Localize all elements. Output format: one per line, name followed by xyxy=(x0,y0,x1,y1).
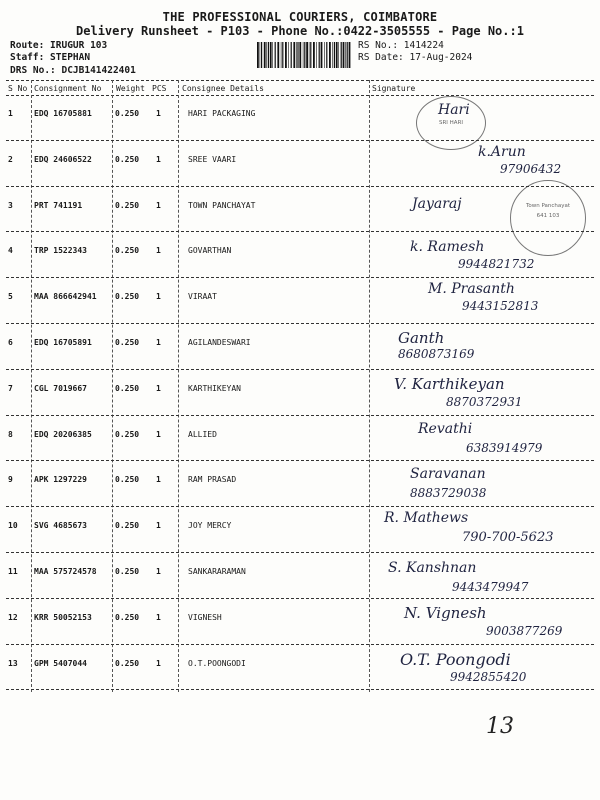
runsheet-subtitle: Delivery Runsheet - P103 - Phone No.:0422-3505555 - Page No.:1 xyxy=(76,24,524,38)
row-weight: 0.250 xyxy=(115,338,140,347)
barcode-bar xyxy=(341,42,342,68)
row-consignment: EDQ 16705891 xyxy=(34,338,92,347)
row-signature: M. Prasanth xyxy=(428,281,515,298)
row-separator xyxy=(6,598,594,599)
row-weight: 0.250 xyxy=(115,612,140,622)
row-signature-phone: 9443479947 xyxy=(452,580,529,594)
row-sno: 6 xyxy=(8,338,13,347)
barcode-bar xyxy=(313,42,315,68)
row-consignee: VIGNESH xyxy=(188,612,222,622)
row-separator xyxy=(6,460,594,461)
row-weight: 0.250 xyxy=(115,292,140,302)
barcode-bar xyxy=(297,42,298,68)
barcode-bar xyxy=(329,42,331,68)
barcode-bar xyxy=(270,42,272,68)
barcode-bar xyxy=(306,42,308,68)
row-sno: 10 xyxy=(8,521,18,531)
row-consignee: VIRAAT xyxy=(188,292,217,302)
row-weight: 0.250 xyxy=(115,154,140,164)
barcode-bar xyxy=(319,42,320,68)
row-sno: 7 xyxy=(8,383,13,393)
row-consignment: MAA 866642941 xyxy=(34,292,97,302)
row-separator xyxy=(6,415,594,416)
row-signature: R. Mathews xyxy=(384,510,469,527)
col-header-consignee: Consignee Details xyxy=(182,84,264,93)
table-row xyxy=(6,96,594,141)
row-sno: 1 xyxy=(8,109,13,118)
row-signature-phone: 97906432 xyxy=(500,161,562,176)
row-signature: S. Kanshnan xyxy=(388,560,477,576)
barcode-image xyxy=(256,42,352,68)
row-pcs: 1 xyxy=(156,200,161,210)
row-pcs: 1 xyxy=(156,429,161,439)
table-row xyxy=(6,142,594,187)
barcode-bar xyxy=(326,42,327,68)
row-pcs: 1 xyxy=(156,475,161,485)
table-row xyxy=(6,325,594,370)
barcode-bar xyxy=(338,42,339,68)
row-signature-phone: 8883729038 xyxy=(410,486,487,501)
row-consignment: EDQ 16705881 xyxy=(34,109,92,118)
barcode-bar xyxy=(285,42,287,68)
table-row xyxy=(6,462,594,507)
row-signature-phone: 9003877269 xyxy=(486,623,563,638)
table-row xyxy=(6,600,594,645)
row-sno: 8 xyxy=(8,429,13,439)
barcode-bar xyxy=(336,42,338,68)
rs-number: RS No.: 1414224 xyxy=(358,40,444,51)
document-title: THE PROFESSIONAL COURIERS, COIMBATORE xyxy=(162,10,438,24)
row-sno: 12 xyxy=(8,612,18,622)
row-consignee: AGILANDESWARI xyxy=(188,338,251,347)
row-signature: k.Arun xyxy=(478,143,526,160)
barcode-bar xyxy=(296,42,297,68)
handwritten-page-count: 13 xyxy=(486,714,514,739)
barcode-bar xyxy=(272,42,273,68)
row-signature-phone: 6383914979 xyxy=(466,440,543,455)
row-signature: Revathi xyxy=(418,420,473,437)
row-separator xyxy=(6,277,594,278)
row-consignment: EDQ 20206385 xyxy=(34,429,92,439)
table-row xyxy=(6,233,594,278)
row-separator xyxy=(6,369,594,370)
row-signature: Jayaraj xyxy=(412,195,462,212)
row-consignment: GPM 5407044 xyxy=(34,658,87,668)
row-consignee: HARI PACKAGING xyxy=(188,109,256,118)
row-consignment: CGL 7019667 xyxy=(34,383,87,393)
row-signature-phone: 9443152813 xyxy=(462,299,539,314)
row-consignment: KRR 50052153 xyxy=(34,612,92,622)
barcode-bar xyxy=(349,42,351,68)
row-signature: Hari xyxy=(438,102,470,118)
barcode-bar xyxy=(316,42,317,68)
row-separator xyxy=(6,506,594,507)
row-sno: 3 xyxy=(8,200,13,210)
barcode-bar xyxy=(277,42,279,68)
rs-date: RS Date: 17-Aug-2024 xyxy=(358,52,473,63)
row-pcs: 1 xyxy=(156,154,161,164)
barcode-bar xyxy=(299,42,301,68)
row-sno: 2 xyxy=(8,154,13,164)
row-signature-phone: 790-700-5623 xyxy=(462,530,554,546)
col-header-weight: Weight xyxy=(116,84,145,93)
barcode-bar xyxy=(343,42,345,68)
barcode-bar xyxy=(334,42,335,68)
barcode-bar xyxy=(309,42,310,68)
col-header-sno: S No xyxy=(8,84,28,93)
row-consignee: JOY MERCY xyxy=(188,521,232,531)
staff-label: Staff: STEPHAN xyxy=(10,52,91,63)
barcode-bar xyxy=(275,42,276,68)
drs-number: DRS No.: DCJB141422401 xyxy=(10,65,136,76)
barcode-bar xyxy=(332,42,333,68)
row-weight: 0.250 xyxy=(115,475,140,485)
panchayat-stamp-seal xyxy=(510,180,586,256)
row-weight: 0.250 xyxy=(115,429,140,439)
row-signature: O.T. Poongodi xyxy=(400,649,511,669)
barcode-bar xyxy=(321,42,323,68)
barcode-bar xyxy=(264,42,266,68)
row-sno: 13 xyxy=(8,658,18,668)
row-consignee: SANKARARAMAN xyxy=(188,567,246,576)
shop-stamp-seal: SRI HARI xyxy=(416,96,486,150)
row-sno: 9 xyxy=(8,475,13,485)
barcode-bar xyxy=(257,42,259,68)
row-weight: 0.250 xyxy=(115,109,140,118)
row-pcs: 1 xyxy=(156,658,161,668)
table-row xyxy=(6,508,594,553)
row-pcs: 1 xyxy=(156,292,161,302)
row-sno: 11 xyxy=(8,567,18,576)
row-weight: 0.250 xyxy=(115,383,140,393)
barcode-bar xyxy=(268,42,269,68)
barcode-bar xyxy=(324,42,325,68)
row-signature: Saravanan xyxy=(410,466,486,483)
row-signature-phone: 9942855420 xyxy=(450,669,527,684)
row-signature-phone: 8680873169 xyxy=(398,347,475,361)
row-weight: 0.250 xyxy=(115,521,140,531)
row-sno: 5 xyxy=(8,292,13,302)
barcode-bar xyxy=(347,42,348,68)
panchayat-stamp-line2: 641 103 xyxy=(536,213,560,219)
row-pcs: 1 xyxy=(156,109,161,118)
row-consignee: SREE VAARI xyxy=(188,154,237,164)
row-weight: 0.250 xyxy=(115,658,140,668)
row-separator xyxy=(6,140,594,141)
row-separator xyxy=(6,644,594,645)
row-weight: 0.250 xyxy=(115,567,140,576)
row-separator xyxy=(6,552,594,553)
row-consignment: MAA 575724578 xyxy=(34,567,97,576)
barcode-bar xyxy=(288,42,289,68)
row-signature: N. Vignesh xyxy=(404,603,487,622)
row-consignment: EDQ 24606522 xyxy=(34,154,92,164)
row-weight: 0.250 xyxy=(115,246,140,256)
table-top-rule xyxy=(6,80,594,81)
row-consignee: ALLIED xyxy=(188,429,217,439)
barcode-bar xyxy=(281,42,282,68)
row-weight: 0.250 xyxy=(115,200,140,210)
route-label: Route: IRUGUR 103 xyxy=(10,40,108,51)
row-consignee: GOVARTHAN xyxy=(188,246,232,256)
row-signature-phone: 9944821732 xyxy=(458,257,535,272)
barcode-bar xyxy=(304,42,305,68)
row-separator xyxy=(6,323,594,324)
table-row xyxy=(6,371,594,416)
row-sno: 4 xyxy=(8,246,13,256)
barcode-bar xyxy=(291,42,292,68)
row-signature: Ganth xyxy=(398,329,445,347)
row-signature: V. Karthikeyan xyxy=(394,374,505,393)
barcode-bar xyxy=(260,42,261,68)
row-pcs: 1 xyxy=(156,246,161,256)
row-pcs: 1 xyxy=(156,383,161,393)
row-consignment: SVG 4685673 xyxy=(34,521,87,531)
barcode-bar xyxy=(261,42,262,68)
row-consignment: TRP 1522343 xyxy=(34,246,87,256)
table-row xyxy=(6,279,594,324)
panchayat-stamp-line1: Town Panchayat xyxy=(525,203,571,209)
row-pcs: 1 xyxy=(156,521,161,531)
barcode-bar xyxy=(266,42,267,68)
row-consignee: RAM PRASAD xyxy=(188,475,237,485)
row-consignment: APK 1297229 xyxy=(34,475,87,485)
barcode-bar xyxy=(303,42,304,68)
row-consignee: KARTHIKEYAN xyxy=(188,383,241,393)
table-row xyxy=(6,646,594,691)
row-signature: k. Ramesh xyxy=(410,239,485,256)
col-header-consignment: Consignment No xyxy=(34,84,102,93)
barcode-bar xyxy=(282,42,283,68)
barcode-bar xyxy=(345,42,346,68)
row-pcs: 1 xyxy=(156,338,161,347)
row-signature-phone: 8870372931 xyxy=(446,394,523,409)
row-separator xyxy=(6,231,594,232)
barcode-bar xyxy=(310,42,311,68)
row-pcs: 1 xyxy=(156,612,161,622)
row-consignment: PRT 741191 xyxy=(34,200,83,210)
row-pcs: 1 xyxy=(156,567,161,576)
row-consignee: TOWN PANCHAYAT xyxy=(188,200,256,210)
col-header-pcs: PCS xyxy=(152,84,167,93)
table-row xyxy=(6,188,594,233)
col-header-signature: Signature xyxy=(372,84,416,93)
row-separator xyxy=(6,186,594,187)
table-row xyxy=(6,417,594,462)
row-consignee: O.T.POONGODI xyxy=(188,658,246,668)
barcode-bar xyxy=(293,42,295,68)
table-row xyxy=(6,554,594,599)
row-separator xyxy=(6,689,594,690)
